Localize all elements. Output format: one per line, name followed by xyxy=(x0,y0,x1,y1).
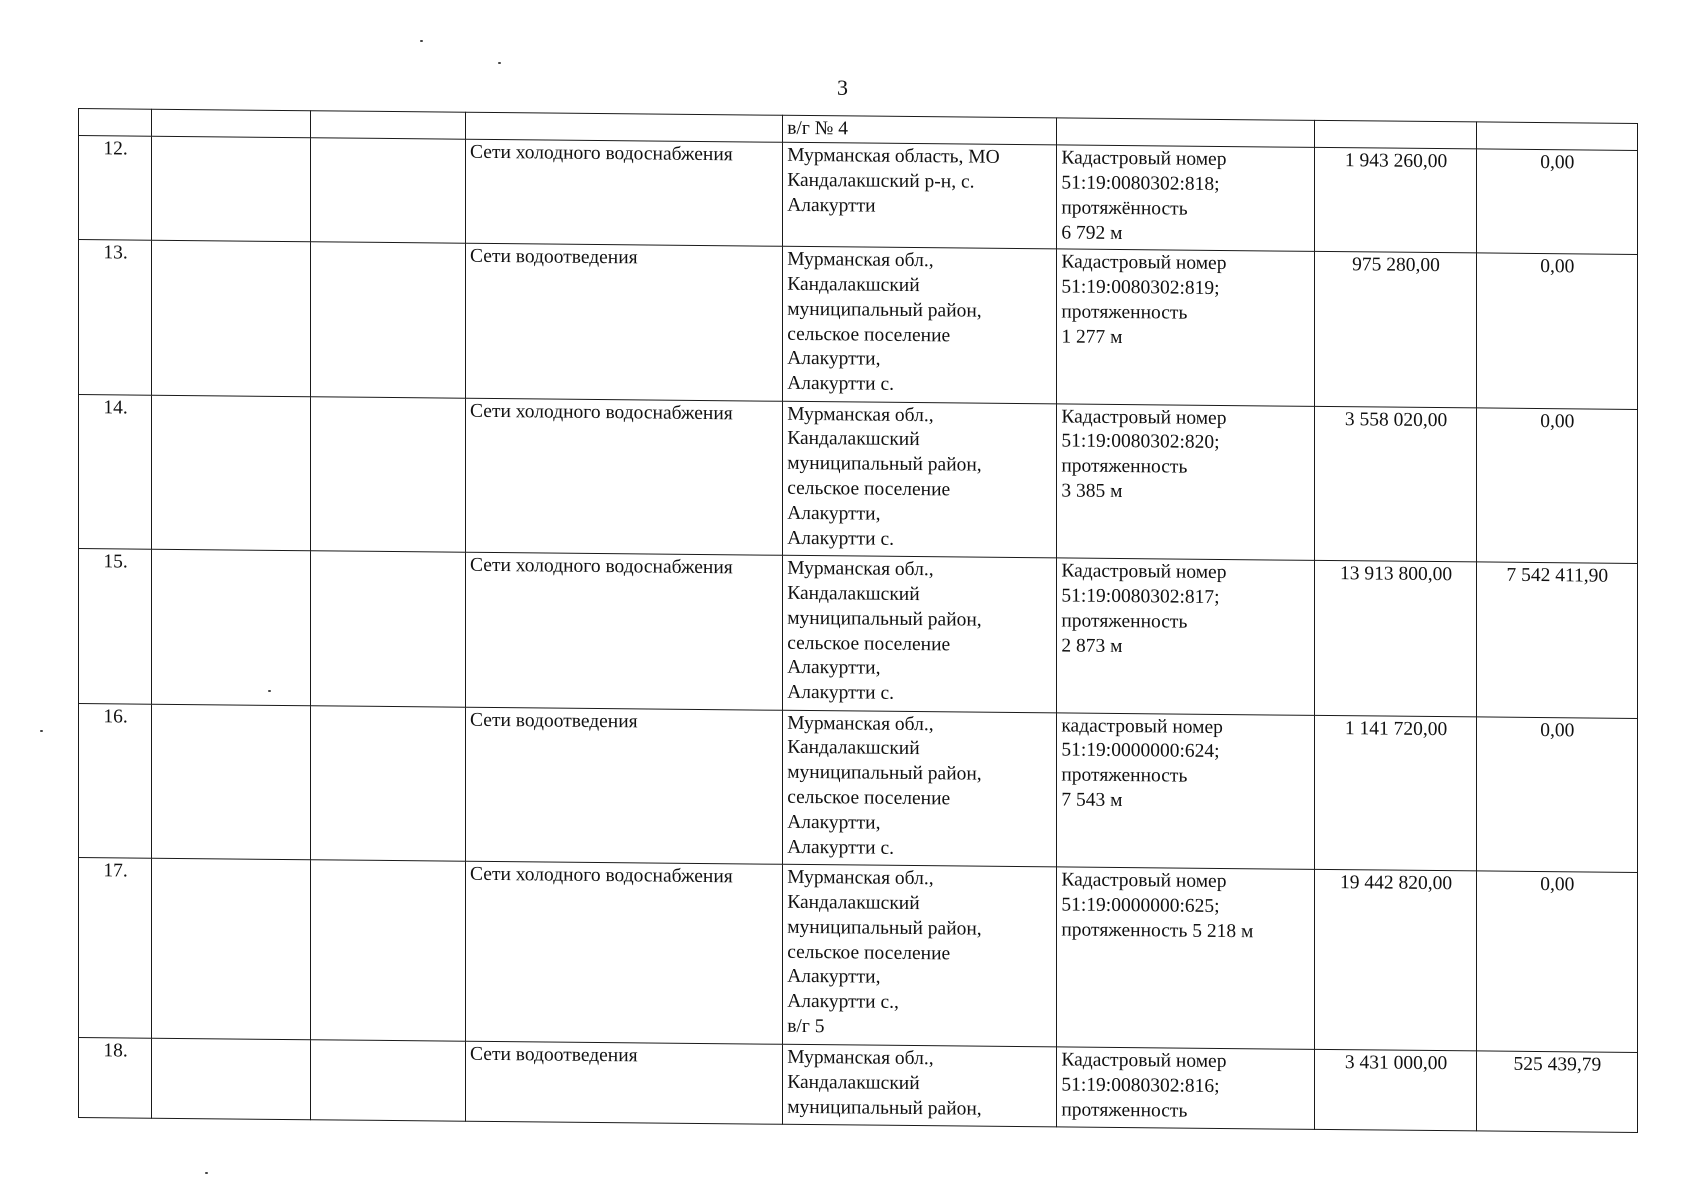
cell-empty xyxy=(311,242,466,398)
cell-empty xyxy=(152,137,311,242)
row-number: 16. xyxy=(79,703,152,858)
table-row xyxy=(79,394,1638,563)
residual-value: 7 542 411,90 xyxy=(1476,562,1637,718)
row-number: 13. xyxy=(79,240,152,395)
table-row xyxy=(79,703,1638,872)
cell-empty xyxy=(466,112,783,142)
balance-value: 3 558 020,00 xyxy=(1315,406,1476,562)
residual-value: 0,00 xyxy=(1476,717,1637,873)
cell-empty xyxy=(152,549,311,705)
row-number: 15. xyxy=(79,549,152,704)
cell-empty xyxy=(152,109,311,138)
cell-empty xyxy=(311,111,466,140)
balance-value: 19 442 820,00 xyxy=(1315,869,1476,1050)
object-name: Сети холодного водоснабжения xyxy=(466,552,783,710)
cell-empty xyxy=(311,1040,466,1121)
row-number: 14. xyxy=(79,394,152,549)
row-number: 17. xyxy=(79,858,152,1039)
scan-speck xyxy=(268,690,271,692)
cell-empty xyxy=(152,240,311,396)
cell-empty xyxy=(311,860,466,1041)
carryover-text: в/г № 4 xyxy=(783,115,1057,145)
object-address: Мурманская обл., Кандалакшский муниципальный район, сельское поселение Алакуртти, Алакуртти с. xyxy=(783,555,1057,712)
cell-empty xyxy=(1057,118,1315,148)
cadastral-details: Кадастровый номер 51:19:0080302:820; протяженность 3 385 м xyxy=(1057,404,1315,561)
table-row xyxy=(79,240,1638,409)
property-registry-table xyxy=(78,108,1638,1133)
table-row xyxy=(79,1038,1638,1133)
residual-value: 0,00 xyxy=(1476,871,1637,1052)
object-name: Сети холодного водоснабжения xyxy=(466,861,783,1044)
cell-empty xyxy=(152,704,311,860)
residual-value: 525 439,79 xyxy=(1476,1051,1637,1133)
cadastral-details: Кадастровый номер 51:19:0080302:819; протяженность 1 277 м xyxy=(1057,249,1315,406)
balance-value: 1 943 260,00 xyxy=(1315,148,1476,253)
object-address: Мурманская обл., Кандалакшский муниципальный район, сельское поселение Алакуртти, Алакуртти с. xyxy=(783,710,1057,867)
balance-value: 975 280,00 xyxy=(1315,251,1476,407)
cell-empty xyxy=(1315,120,1476,149)
cell-empty xyxy=(152,858,311,1039)
cell-empty xyxy=(311,396,466,552)
object-name: Сети водоотведения xyxy=(466,243,783,401)
cadastral-details: Кадастровый номер 51:19:0000000:625; протяженность 5 218 м xyxy=(1057,867,1315,1049)
object-address: Мурманская обл., Кандалакшский муниципальный район, сельское поселение Алакуртти, Алакуртти с., в/г 5 xyxy=(783,864,1057,1047)
object-name: Сети водоотведения xyxy=(466,1041,783,1124)
scan-speck xyxy=(205,1172,208,1174)
cadastral-details: кадастровый номер 51:19:0000000:624; протяженность 7 543 м xyxy=(1057,713,1315,870)
cell-empty xyxy=(152,1038,311,1119)
object-name: Сети холодного водоснабжения xyxy=(466,140,783,247)
object-address: Мурманская обл., Кандалакшский муниципальный район, сельское поселение Алакуртти, Алакуртти с. xyxy=(783,401,1057,558)
object-address: Мурманская область, МО Кандалакшский р-н, с. Алакуртти xyxy=(783,143,1057,249)
table-row xyxy=(79,858,1638,1053)
balance-value: 13 913 800,00 xyxy=(1315,560,1476,716)
object-name: Сети холодного водоснабжения xyxy=(466,398,783,556)
page-number: 3 xyxy=(837,75,848,100)
cell-empty xyxy=(311,551,466,707)
cadastral-details: Кадастровый номер 51:19:0080302:818; протяжённость 6 792 м xyxy=(1057,145,1315,251)
row-number: 18. xyxy=(79,1038,152,1119)
table-row xyxy=(79,136,1638,255)
cell-empty xyxy=(311,138,466,243)
scan-speck xyxy=(498,62,501,64)
residual-value: 0,00 xyxy=(1476,253,1637,409)
residual-value: 0,00 xyxy=(1476,149,1637,254)
cadastral-details: Кадастровый номер 51:19:0080302:816; протяженность xyxy=(1057,1047,1315,1129)
object-address: Мурманская обл., Кандалакшский муниципальный район, сельское поселение Алакуртти, Алакуртти с. xyxy=(783,246,1057,403)
cadastral-details: Кадастровый номер 51:19:0080302:817; протяженность 2 873 м xyxy=(1057,558,1315,715)
cell-empty xyxy=(1476,122,1637,151)
object-address: Мурманская обл., Кандалакшский муниципальный район, xyxy=(783,1044,1057,1127)
scan-speck xyxy=(40,730,43,732)
object-name: Сети водоотведения xyxy=(466,707,783,865)
scan-speck xyxy=(420,40,423,42)
cell-empty xyxy=(79,109,152,137)
balance-value: 3 431 000,00 xyxy=(1315,1049,1476,1131)
balance-value: 1 141 720,00 xyxy=(1315,715,1476,871)
table-row xyxy=(79,549,1638,718)
residual-value: 0,00 xyxy=(1476,408,1637,564)
cell-empty xyxy=(311,705,466,861)
row-number: 12. xyxy=(79,136,152,240)
cell-empty xyxy=(152,395,311,551)
